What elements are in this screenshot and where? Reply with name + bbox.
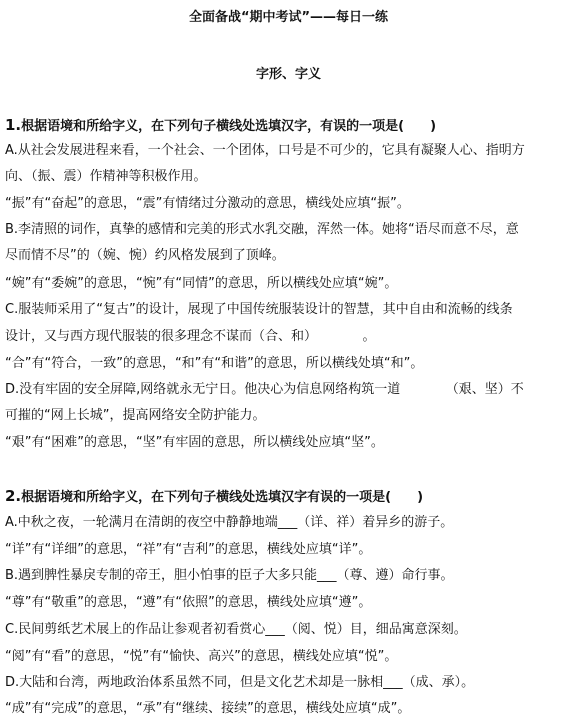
question-number: 1. xyxy=(5,116,22,134)
q2-line: B.遇到脾性暴戾专制的帝王，胆小怕事的臣子大多只能___（尊、遵）命行事。 xyxy=(5,568,454,583)
q2-line: “成”有“完成”的意思，“承”有“继续、接续”的意思，横线处应填“成”。 xyxy=(5,701,411,716)
q2-line: “详”有“详细”的意思，“祥”有“吉利”的意思，横线处应填“详”。 xyxy=(5,542,372,557)
q1-line: “艰”有“困难”的意思，“坚”有牢固的意思，所以横线处应填“坚”。 xyxy=(5,435,384,450)
page-title: 全面备战“期中考试”——每日一练 xyxy=(188,10,389,25)
q1-line: A.从社会发展进程来看，一个社会、一个团体，口号是不可少的，它具有凝聚人心、指明方 xyxy=(5,143,525,158)
q1-line: C.服装师采用了“复古”的设计，展现了中国传统服装设计的智慧，其中自由和流畅的线条 xyxy=(5,302,513,317)
section-subtitle: 字形、字义 xyxy=(255,67,321,82)
q2-line: C.民间剪纸艺术展上的作品让参观者初看赏心___（阅、悦）目，细品寓意深刻。 xyxy=(5,622,467,637)
q1-line: “合”有“符合，一致”的意思，“和”有“和谐”的意思，所以横线处填“和”。 xyxy=(5,356,424,371)
q1-line: 可摧的“网上长城”，提高网络安全防护能力。 xyxy=(5,408,266,423)
q1-line: 向、（振、震）作精神等积极作用。 xyxy=(5,169,207,184)
q2-line: A.中秋之夜，一轮满月在清朗的夜空中静静地端___（详、祥）着异乡的游子。 xyxy=(5,515,454,530)
question-2-stem: 2.根据语境和所给字义，在下列句子横线处选填汉字有误的一项是( ) xyxy=(5,487,424,505)
q1-line: D.没有牢固的安全屏障,网络就永无宁日。他决心为信息网络构筑一道 （艰、坚）不 xyxy=(5,382,524,397)
q1-line: “振”有“奋起”的意思，“震”有情绪过分激动的意思，横线处应填“振”。 xyxy=(5,196,410,211)
q2-line: “阅”有“看”的意思，“悦”有“愉快、高兴”的意思，横线处应填“悦”。 xyxy=(5,649,398,664)
q2-line: D.大陆和台湾，两地政治体系虽然不同，但是文化艺术却是一脉相___（成、承）。 xyxy=(5,675,475,690)
q1-line: 尽而情不尽”的（婉、惋）约风格发展到了顶峰。 xyxy=(5,248,285,263)
q2-line: “尊”有“敬重”的意思，“遵”有“依照”的意思，横线处应填“遵”。 xyxy=(5,595,372,610)
question-1-stem: 1.根据语境和所给字义，在下列句子横线处选填汉字，有误的一项是( ) xyxy=(5,116,437,134)
q1-line: B.李清照的词作，真挚的感情和完美的形式水乳交融，浑然一体。她将“语尽而意不尽，意 xyxy=(5,222,519,237)
question-number: 2. xyxy=(5,487,22,505)
q1-line: 设计，又与西方现代服装的很多理念不谋而（合、和） 。 xyxy=(5,329,376,344)
q1-line: “婉”有“委婉”的意思，“惋”有“同情”的意思，所以横线处应填“婉”。 xyxy=(5,276,398,291)
